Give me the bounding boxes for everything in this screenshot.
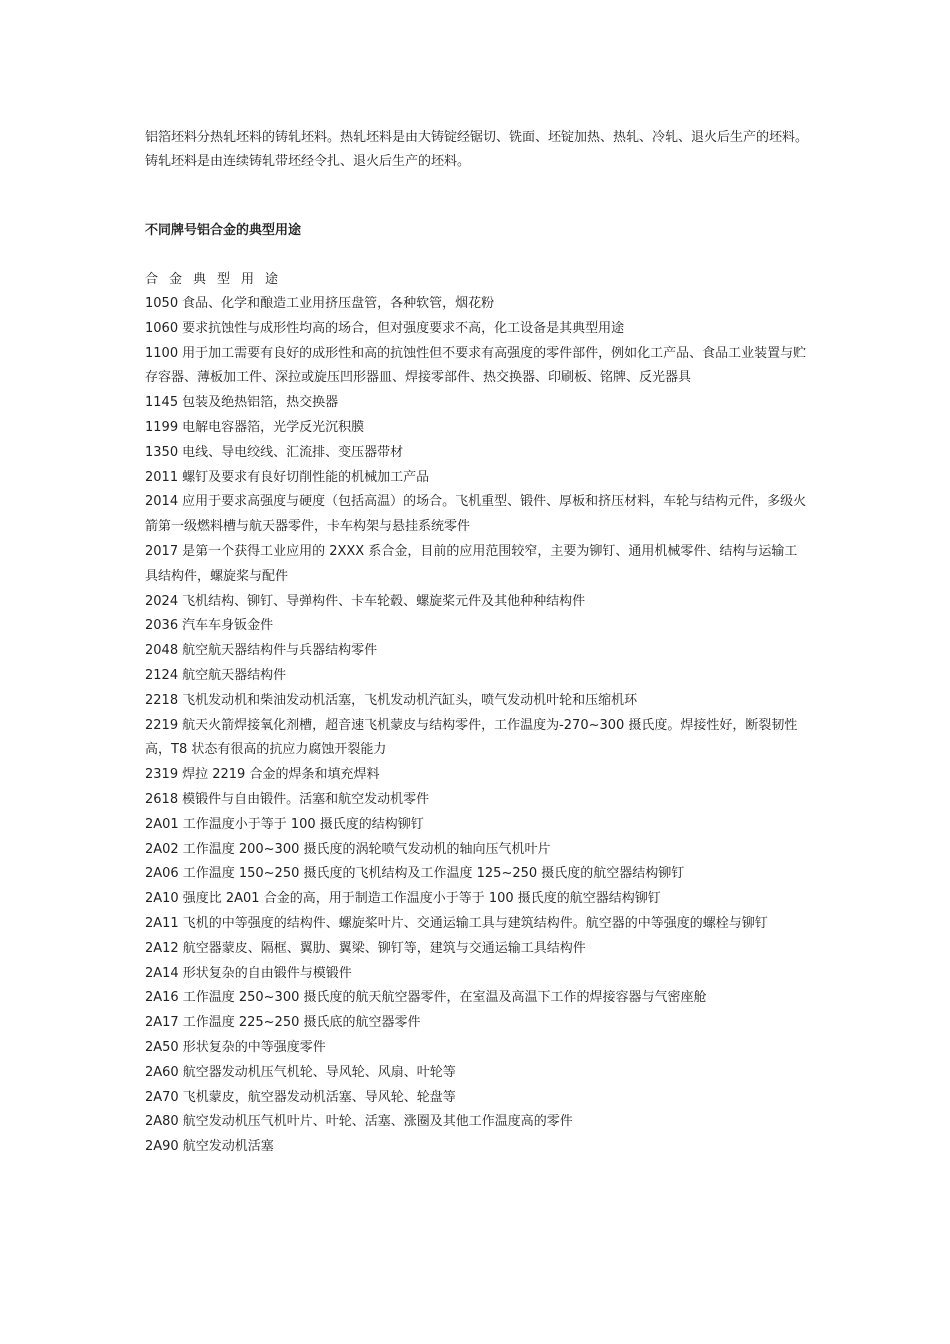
alloy-code: 2A60 — [145, 1064, 179, 1080]
alloy-row — [145, 639, 810, 664]
alloy-use: 飞机发动机和柴油发动机活塞，飞机发动机汽缸头，喷气发动机叶轮和压缩机环 — [182, 692, 638, 708]
alloy-use: 用于加工需要有良好的成形性和高的抗蚀性但不要求有高强度的零件部件，例如化工产品、食品工业装置与贮存容器、薄板加工件、深拉或旋压凹形器皿、焊接零部件、热交换器、印刷板、铭牌、反光器具 — [145, 345, 807, 386]
alloy-row — [145, 788, 810, 813]
alloy-row — [145, 317, 810, 342]
alloy-row — [145, 689, 810, 714]
alloy-code: 1350 — [145, 444, 179, 460]
alloy-use: 航空发动机活塞 — [182, 1139, 274, 1155]
alloy-use: 汽车车身钣金件 — [182, 618, 274, 634]
alloy-code: 2A02 — [145, 841, 179, 857]
alloy-use: 工作温度 250~300 摄氏度的航天航空器零件，在室温及高温下工作的焊接容器与气密座舱 — [182, 990, 707, 1006]
alloy-row — [145, 416, 810, 441]
alloy-row — [145, 962, 810, 987]
alloy-row — [145, 1086, 810, 1111]
alloy-row — [145, 1036, 810, 1061]
alloy-use-list — [145, 292, 810, 1160]
alloy-use: 工作温度 150~250 摄氏度的飞机结构及工作温度 125~250 摄氏度的航空器结构铆钉 — [182, 866, 685, 882]
alloy-row — [145, 342, 810, 392]
alloy-code: 2618 — [145, 791, 179, 807]
alloy-code: 2011 — [145, 469, 179, 485]
alloy-row — [145, 1011, 810, 1036]
alloy-code: 1145 — [145, 395, 179, 411]
spacer — [145, 243, 810, 268]
alloy-code: 2017 — [145, 543, 179, 559]
alloy-row — [145, 912, 810, 937]
alloy-code: 2A11 — [145, 915, 179, 931]
column-header: 合金典型用途 — [145, 272, 290, 287]
alloy-row — [145, 862, 810, 887]
alloy-code: 1050 — [145, 296, 179, 311]
alloy-code: 2A06 — [145, 866, 179, 882]
alloy-use: 航空发动机压气机叶片、叶轮、活塞、涨圈及其他工作温度高的零件 — [182, 1114, 573, 1130]
alloy-row — [145, 813, 810, 838]
alloy-use: 模锻件与自由锻件。活塞和航空发动机零件 — [182, 791, 430, 807]
alloy-row — [145, 664, 810, 689]
alloy-use: 航空航天器结构件与兵器结构零件 — [182, 643, 378, 659]
alloy-row — [145, 1135, 810, 1160]
alloy-row — [145, 466, 810, 491]
alloy-use: 应用于要求高强度与硬度（包括高温）的场合。飞机重型、锻件、厚板和挤压材料，车轮与结构元件，多级火箭第一级燃料槽与航天器零件，卡车构架与悬挂系统零件 — [145, 494, 807, 535]
alloy-code: 2036 — [145, 618, 179, 634]
alloy-row — [145, 490, 810, 540]
alloy-use: 飞机的中等强度的结构件、螺旋桨叶片、交通运输工具与建筑结构件。航空器的中等强度的螺栓与铆钉 — [182, 915, 768, 931]
alloy-use: 工作温度小于等于 100 摄氏度的结构铆钉 — [182, 816, 424, 832]
alloy-code: 1100 — [145, 345, 179, 361]
alloy-use: 食品、化学和酿造工业用挤压盘管，各种软管，烟花粉 — [182, 296, 495, 311]
alloy-code: 2219 — [145, 717, 179, 733]
alloy-code: 1199 — [145, 419, 179, 435]
alloy-row — [145, 441, 810, 466]
alloy-row — [145, 1061, 810, 1086]
alloy-use: 电线、导电绞线、汇流排、变压器带材 — [182, 444, 404, 460]
document-page — [145, 126, 810, 1160]
alloy-code: 2A01 — [145, 816, 179, 832]
alloy-row — [145, 763, 810, 788]
alloy-use: 包装及绝热铝箔，热交换器 — [182, 395, 339, 411]
alloy-use: 形状复杂的中等强度零件 — [182, 1039, 326, 1055]
alloy-use: 航空器发动机压气机轮、导风轮、风扇、叶轮等 — [182, 1064, 456, 1080]
alloy-code: 2319 — [145, 767, 179, 783]
intro-paragraph: 铝箔坯料分热轧坯料的铸轧坯料。热轧坯料是由大铸锭经锯切、铣面、坯锭加热、热轧、冷轧、退火后生产的坯料。铸轧坯料是由连续铸轧带坯经令扎、退火后生产的坯料。 — [145, 130, 809, 169]
alloy-row — [145, 1110, 810, 1135]
alloy-row — [145, 391, 810, 416]
alloy-use: 形状复杂的自由锻件与模锻件 — [182, 965, 352, 981]
alloy-code: 1060 — [145, 320, 179, 336]
alloy-use: 要求抗蚀性与成形性均高的场合，但对强度要求不高，化工设备是其典型用途 — [182, 320, 625, 336]
alloy-code: 2A90 — [145, 1139, 179, 1155]
alloy-row — [145, 937, 810, 962]
alloy-use: 航天火箭焊接氧化剂槽，超音速飞机蒙皮与结构零件，工作温度为-270~300 摄氏度。焊接性好，断裂韧性高，T8 状态有很高的抗应力腐蚀开裂能力 — [145, 717, 798, 758]
alloy-use: 飞机蒙皮，航空器发动机活塞、导风轮、轮盘等 — [182, 1089, 456, 1105]
alloy-row — [145, 986, 810, 1011]
alloy-code: 2A17 — [145, 1015, 179, 1031]
alloy-use: 工作温度 200~300 摄氏度的涡轮喷气发动机的轴向压气机叶片 — [182, 841, 551, 857]
alloy-row — [145, 714, 810, 764]
alloy-use: 焊拉 2219 合金的焊条和填充焊料 — [182, 767, 380, 783]
alloy-code: 2A12 — [145, 940, 179, 956]
alloy-use: 强度比 2A01 合金的高，用于制造工作温度小于等于 100 摄氏度的航空器结构铆钉 — [182, 891, 661, 907]
alloy-row — [145, 292, 810, 317]
alloy-code: 2A14 — [145, 965, 179, 981]
alloy-code: 2A50 — [145, 1039, 179, 1055]
alloy-row — [145, 887, 810, 912]
alloy-code: 2A10 — [145, 891, 179, 907]
alloy-row — [145, 540, 810, 590]
alloy-use: 航空器蒙皮、隔框、翼肋、翼梁、铆钉等，建筑与交通运输工具结构件 — [182, 940, 586, 956]
spacer — [145, 174, 810, 219]
alloy-row — [145, 590, 810, 615]
alloy-code: 2014 — [145, 494, 179, 510]
section-title: 不同牌号铝合金的典型用途 — [145, 223, 302, 238]
alloy-use: 飞机结构、铆钉、导弹构件、卡车轮毂、螺旋桨元件及其他种种结构件 — [182, 593, 586, 609]
alloy-code: 2218 — [145, 692, 179, 708]
alloy-code: 2048 — [145, 643, 179, 659]
alloy-use: 电解电容器箔，光学反光沉积膜 — [182, 419, 365, 435]
alloy-code: 2A80 — [145, 1114, 179, 1130]
alloy-code: 2024 — [145, 593, 179, 609]
alloy-use: 航空航天器结构件 — [182, 667, 287, 683]
alloy-use: 是第一个获得工业应用的 2XXX 系合金，目前的应用范围较窄，主要为铆钉、通用机械零件、结构与运输工具结构件，螺旋桨与配件 — [145, 543, 798, 584]
alloy-row — [145, 838, 810, 863]
alloy-code: 2124 — [145, 667, 179, 683]
alloy-row — [145, 614, 810, 639]
alloy-use: 工作温度 225~250 摄氏底的航空器零件 — [182, 1015, 421, 1031]
alloy-code: 2A16 — [145, 990, 179, 1006]
alloy-use: 螺钉及要求有良好切削性能的机械加工产品 — [182, 469, 430, 485]
alloy-code: 2A70 — [145, 1089, 179, 1105]
